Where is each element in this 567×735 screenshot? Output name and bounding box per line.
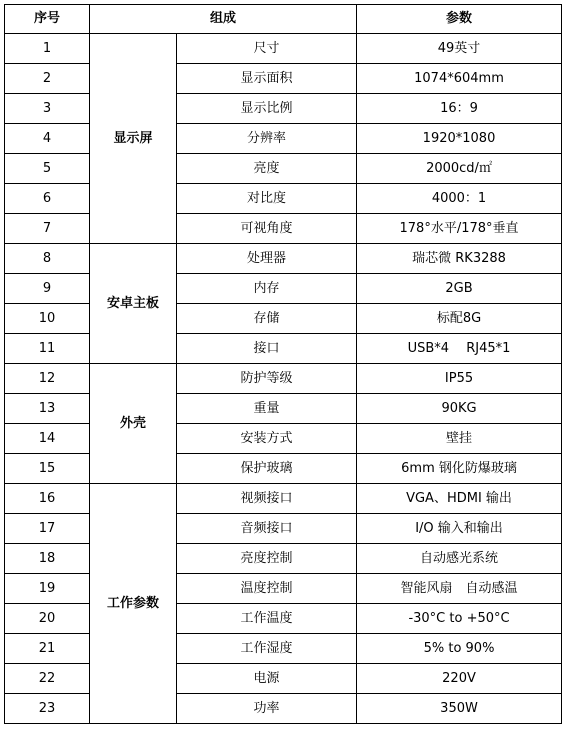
table-row <box>5 274 562 304</box>
table-row <box>5 214 562 244</box>
table-row <box>5 694 562 724</box>
row-item: 显示面积 <box>177 64 357 94</box>
group-name: 显示屏 <box>90 34 177 244</box>
row-index: 13 <box>5 394 90 424</box>
row-value: 2000cd/㎡ <box>357 154 562 184</box>
row-value: 1074*604mm <box>357 64 562 94</box>
row-item: 温度控制 <box>177 574 357 604</box>
table-row <box>5 544 562 574</box>
row-index: 4 <box>5 124 90 154</box>
table-row <box>5 64 562 94</box>
row-value: 瑞芯微 RK3288 <box>357 244 562 274</box>
header-composition: 组成 <box>90 5 357 34</box>
row-value: 90KG <box>357 394 562 424</box>
row-value: 智能风扇 自动感温 <box>357 574 562 604</box>
row-item: 工作温度 <box>177 604 357 634</box>
table-row <box>5 424 562 454</box>
row-index: 15 <box>5 454 90 484</box>
row-value: 2GB <box>357 274 562 304</box>
row-item: 存储 <box>177 304 357 334</box>
group-name: 外壳 <box>90 364 177 484</box>
table-row <box>5 244 562 274</box>
row-value: 标配8G <box>357 304 562 334</box>
table-row <box>5 334 562 364</box>
row-value: 壁挂 <box>357 424 562 454</box>
row-index: 7 <box>5 214 90 244</box>
row-index: 17 <box>5 514 90 544</box>
row-index: 9 <box>5 274 90 304</box>
row-index: 8 <box>5 244 90 274</box>
table-row <box>5 154 562 184</box>
row-value: -30°C to +50°C <box>357 604 562 634</box>
row-index: 12 <box>5 364 90 394</box>
group-name: 安卓主板 <box>90 244 177 364</box>
row-item: 电源 <box>177 664 357 694</box>
row-item: 尺寸 <box>177 34 357 64</box>
row-index: 5 <box>5 154 90 184</box>
table-row <box>5 664 562 694</box>
table-row <box>5 574 562 604</box>
row-index: 11 <box>5 334 90 364</box>
table-row <box>5 34 562 64</box>
row-item: 内存 <box>177 274 357 304</box>
row-index: 16 <box>5 484 90 514</box>
row-item: 可视角度 <box>177 214 357 244</box>
row-item: 重量 <box>177 394 357 424</box>
row-item: 接口 <box>177 334 357 364</box>
table-row <box>5 454 562 484</box>
row-item: 对比度 <box>177 184 357 214</box>
row-item: 处理器 <box>177 244 357 274</box>
spec-table-body <box>5 34 562 724</box>
row-value: 350W <box>357 694 562 724</box>
table-row <box>5 364 562 394</box>
row-index: 21 <box>5 634 90 664</box>
table-row <box>5 604 562 634</box>
table-row <box>5 184 562 214</box>
row-index: 22 <box>5 664 90 694</box>
row-item: 分辨率 <box>177 124 357 154</box>
row-item: 安装方式 <box>177 424 357 454</box>
table-row <box>5 394 562 424</box>
row-item: 防护等级 <box>177 364 357 394</box>
row-item: 亮度控制 <box>177 544 357 574</box>
row-value: 220V <box>357 664 562 694</box>
row-index: 18 <box>5 544 90 574</box>
row-index: 23 <box>5 694 90 724</box>
row-item: 保护玻璃 <box>177 454 357 484</box>
row-item: 功率 <box>177 694 357 724</box>
row-item: 音频接口 <box>177 514 357 544</box>
row-value: 自动感光系统 <box>357 544 562 574</box>
row-index: 10 <box>5 304 90 334</box>
group-name: 工作参数 <box>90 484 177 724</box>
row-item: 视频接口 <box>177 484 357 514</box>
row-value: 4000：1 <box>357 184 562 214</box>
row-item: 工作湿度 <box>177 634 357 664</box>
row-index: 1 <box>5 34 90 64</box>
row-value: 178°水平/178°垂直 <box>357 214 562 244</box>
row-value: 16：9 <box>357 94 562 124</box>
row-value: USB*4 RJ45*1 <box>357 334 562 364</box>
table-row <box>5 304 562 334</box>
row-index: 3 <box>5 94 90 124</box>
table-row <box>5 94 562 124</box>
header-row <box>5 5 562 34</box>
row-value: 6mm 钢化防爆玻璃 <box>357 454 562 484</box>
row-index: 19 <box>5 574 90 604</box>
row-value: IP55 <box>357 364 562 394</box>
header-param: 参数 <box>357 5 562 34</box>
table-row <box>5 484 562 514</box>
row-value: VGA、HDMI 输出 <box>357 484 562 514</box>
row-item: 显示比例 <box>177 94 357 124</box>
row-value: I/O 输入和输出 <box>357 514 562 544</box>
row-value: 1920*1080 <box>357 124 562 154</box>
row-index: 6 <box>5 184 90 214</box>
table-row <box>5 124 562 154</box>
row-index: 2 <box>5 64 90 94</box>
table-row <box>5 514 562 544</box>
row-value: 5% to 90% <box>357 634 562 664</box>
row-index: 20 <box>5 604 90 634</box>
row-value: 49英寸 <box>357 34 562 64</box>
row-item: 亮度 <box>177 154 357 184</box>
spec-table <box>4 4 562 724</box>
row-index: 14 <box>5 424 90 454</box>
table-row <box>5 634 562 664</box>
header-index: 序号 <box>5 5 90 34</box>
